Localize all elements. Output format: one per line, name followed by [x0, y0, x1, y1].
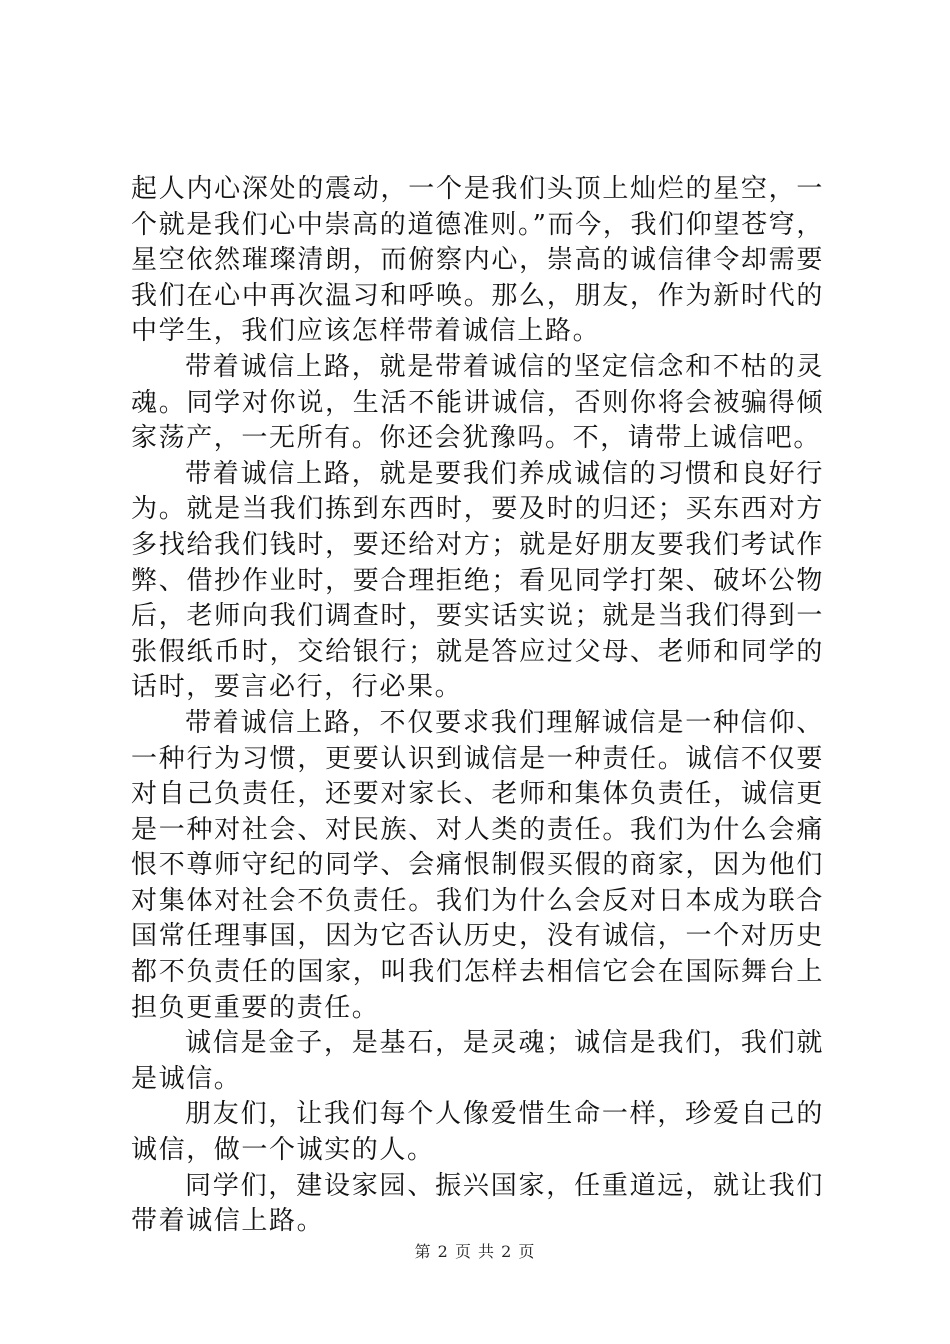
paragraph-classmates: 同学们，建设家园、振兴国家，任重道远，就让我们带着诚信上路。	[131, 1170, 824, 1237]
page-number-footer: 第 2 页 共 2 页	[414, 1242, 536, 1261]
essay-body	[131, 172, 824, 1240]
paragraph-responsibility: 带着诚信上路，不仅要求我们理解诚信是一种信仰、一种行为习惯，更要认识到诚信是一种责任。诚信不仅要对自己负责任，还要对家长、老师和集体负责任，诚信更是一种对社会、对民族、对人类的责任。我们为什么会痛恨不尊师守纪的同学、会痛恨制假买假的商家，因为他们对集体对社会不负责任。我们为什么会反对日本成为联合国常任理事国，因为它否认历史，没有诚信，一个对历史都不负责任的国家，叫我们怎样去相信它会在国际舞台上担负更重要的责任。	[131, 707, 824, 1023]
paragraph-friends: 朋友们，让我们每个人像爱惜生命一样，珍爱自己的诚信，做一个诚实的人。	[131, 1099, 824, 1166]
paragraph-faith: 带着诚信上路，就是带着诚信的坚定信念和不枯的灵魂。同学对你说，生活不能讲诚信，否则你将会被骗得倾家荡产，一无所有。你还会犹豫吗。不，请带上诚信吧。	[131, 351, 824, 454]
paragraph-habits: 带着诚信上路，就是要我们养成诚信的习惯和良好行为。就是当我们拣到东西时，要及时的归还；买东西对方多找给我们钱时，要还给对方；就是好朋友要我们考试作弊、借抄作业时，要合理拒绝；看见同学打架、破坏公物后，老师向我们调查时，要实话实说；就是当我们得到一张假纸币时，交给银行；就是答应过父母、老师和同学的话时，要言必行，行必果。	[131, 458, 824, 703]
paragraph-continued: 起人内心深处的震动，一个是我们头顶上灿烂的星空，一个就是我们心中崇高的道德准则。”而今，我们仰望苍穹，星空依然璀璨清朗，而俯察内心，崇高的诚信律令却需要我们在心中再次温习和呼唤。那么，朋友，作为新时代的中学生，我们应该怎样带着诚信上路。	[131, 174, 824, 347]
paragraph-gold: 诚信是金子，是基石，是灵魂；诚信是我们，我们就是诚信。	[131, 1028, 824, 1094]
